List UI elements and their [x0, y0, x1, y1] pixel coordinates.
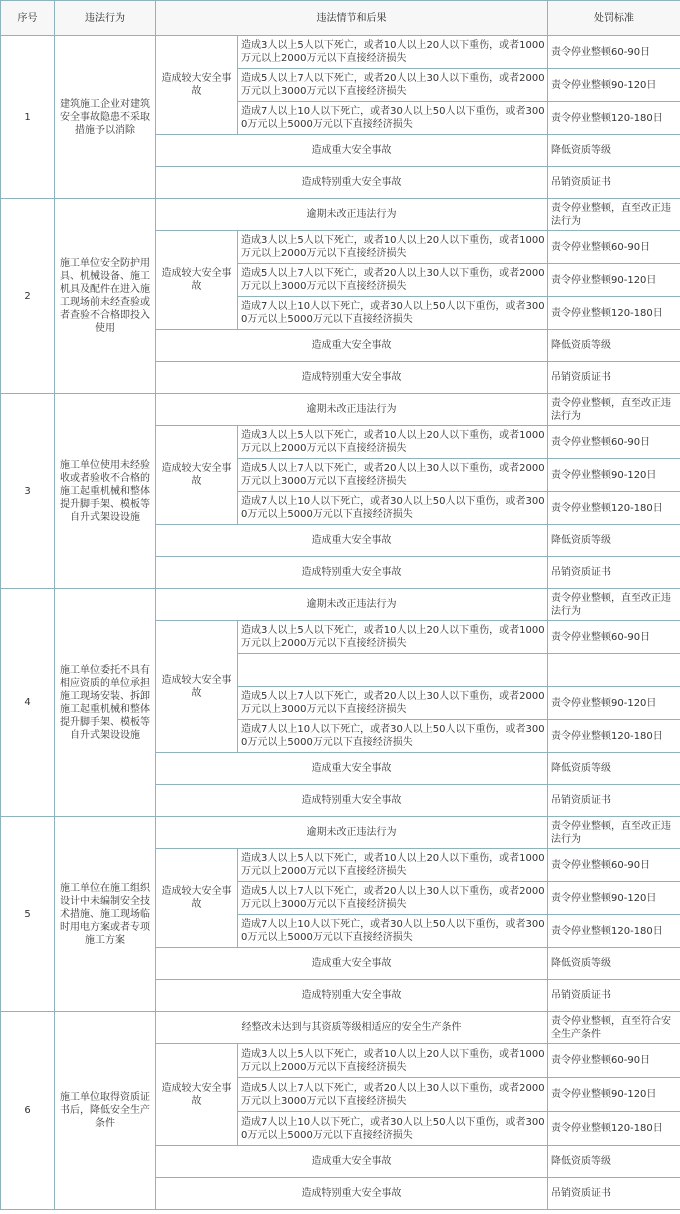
accident-detail: 造成5人以上7人以下死亡，或者20人以上30人以下重伤，或者2000万元以上3000万元以下直接经济损失: [238, 459, 548, 492]
prefix-circumstance: 经整改未达到与其资质等级相适应的安全生产条件: [156, 1012, 548, 1044]
prefix-circumstance: 逾期未改正违法行为: [156, 394, 548, 426]
detail-penalty: 责令停业整顿60-90日: [548, 621, 680, 654]
major-accident: 造成重大安全事故: [156, 525, 548, 557]
severe-penalty: 吊销资质证书: [548, 557, 680, 589]
table-row: [1, 817, 680, 849]
row-number: 5: [1, 817, 55, 1012]
bigger-accident-label: 造成较大安全事故: [156, 36, 238, 135]
detail-penalty: 责令停业整顿120-180日: [548, 1112, 680, 1146]
detail-penalty: 责令停业整顿120-180日: [548, 915, 680, 948]
table-row: [1, 589, 680, 621]
severe-penalty: 吊销资质证书: [548, 785, 680, 817]
detail-penalty: 责令停业整顿120-180日: [548, 492, 680, 525]
detail-penalty: 责令停业整顿60-90日: [548, 231, 680, 264]
accident-detail: 造成3人以上5人以下死亡，或者10人以上20人以下重伤，或者1000万元以上2000万元以下直接经济损失: [238, 36, 548, 69]
accident-detail: 造成7人以上10人以下死亡，或者30人以上50人以下重伤，或者3000万元以上5000万元以下直接经济损失: [238, 102, 548, 135]
severe-penalty: 吊销资质证书: [548, 1178, 680, 1210]
major-accident: 造成重大安全事故: [156, 135, 548, 167]
row-number: 4: [1, 589, 55, 817]
table-row: [1, 199, 680, 231]
table-body: [1, 36, 680, 1210]
prefix-penalty: 责令停业整顿，直至改正违法行为: [548, 199, 680, 231]
header-behavior: 违法行为: [55, 1, 156, 36]
severe-accident: 造成特别重大安全事故: [156, 785, 548, 817]
detail-penalty: 责令停业整顿120-180日: [548, 720, 680, 753]
severe-accident: 造成特别重大安全事故: [156, 557, 548, 589]
violation-behavior: 施工单位取得资质证书后，降低安全生产条件: [55, 1012, 156, 1210]
accident-detail: 造成3人以上5人以下死亡，或者10人以上20人以下重伤，或者1000万元以上2000万元以下直接经济损失: [238, 621, 548, 654]
accident-detail: 造成5人以上7人以下死亡，或者20人以上30人以下重伤，或者2000万元以上3000万元以下直接经济损失: [238, 69, 548, 102]
detail-penalty: 责令停业整顿90-120日: [548, 687, 680, 720]
prefix-penalty: 责令停业整顿，直至改正违法行为: [548, 394, 680, 426]
header-row: [1, 1, 680, 36]
detail-penalty: [548, 654, 680, 687]
detail-penalty: 责令停业整顿60-90日: [548, 1044, 680, 1078]
prefix-circumstance: 逾期未改正违法行为: [156, 589, 548, 621]
bigger-accident-label: 造成较大安全事故: [156, 849, 238, 948]
table-row: [1, 394, 680, 426]
violation-behavior: 施工单位使用未经验收或者验收不合格的施工起重机械和整体提升脚手架、模板等自升式架设设施: [55, 394, 156, 589]
major-penalty: 降低资质等级: [548, 948, 680, 980]
major-accident: 造成重大安全事故: [156, 948, 548, 980]
accident-detail: 造成3人以上5人以下死亡，或者10人以上20人以下重伤，或者1000万元以上2000万元以下直接经济损失: [238, 1044, 548, 1078]
header-penalty: 处罚标准: [548, 1, 680, 36]
severe-penalty: 吊销资质证书: [548, 980, 680, 1012]
severe-accident: 造成特别重大安全事故: [156, 362, 548, 394]
severe-accident: 造成特别重大安全事故: [156, 980, 548, 1012]
prefix-circumstance: 逾期未改正违法行为: [156, 817, 548, 849]
detail-penalty: 责令停业整顿60-90日: [548, 36, 680, 69]
accident-detail: 造成7人以上10人以下死亡，或者30人以上50人以下重伤，或者3000万元以上5000万元以下直接经济损失: [238, 1112, 548, 1146]
detail-penalty: 责令停业整顿120-180日: [548, 297, 680, 330]
major-accident: 造成重大安全事故: [156, 330, 548, 362]
detail-penalty: 责令停业整顿90-120日: [548, 69, 680, 102]
accident-detail: 造成7人以上10人以下死亡，或者30人以上50人以下重伤，或者3000万元以上5000万元以下直接经济损失: [238, 915, 548, 948]
prefix-circumstance: 逾期未改正违法行为: [156, 199, 548, 231]
accident-detail: 造成7人以上10人以下死亡，或者30人以上50人以下重伤，或者3000万元以上5000万元以下直接经济损失: [238, 492, 548, 525]
table-row: [1, 36, 680, 69]
bigger-accident-label: 造成较大安全事故: [156, 231, 238, 330]
row-number: 6: [1, 1012, 55, 1210]
severe-penalty: 吊销资质证书: [548, 167, 680, 199]
violation-behavior: 施工单位在施工组织设计中未编制安全技术措施、施工现场临时用电方案或者专项施工方案: [55, 817, 156, 1012]
major-accident: 造成重大安全事故: [156, 1146, 548, 1178]
major-accident: 造成重大安全事故: [156, 753, 548, 785]
major-penalty: 降低资质等级: [548, 525, 680, 557]
major-penalty: 降低资质等级: [548, 1146, 680, 1178]
detail-penalty: 责令停业整顿90-120日: [548, 264, 680, 297]
detail-penalty: 责令停业整顿60-90日: [548, 426, 680, 459]
violation-behavior: 建筑施工企业对建筑安全事故隐患不采取措施予以消除: [55, 36, 156, 199]
major-penalty: 降低资质等级: [548, 330, 680, 362]
severe-accident: 造成特别重大安全事故: [156, 167, 548, 199]
prefix-penalty: 责令停业整顿，直至符合安全生产条件: [548, 1012, 680, 1044]
prefix-penalty: 责令停业整顿，直至改正违法行为: [548, 817, 680, 849]
accident-detail: 造成7人以上10人以下死亡，或者30人以上50人以下重伤，或者3000万元以上5000万元以下直接经济损失: [238, 297, 548, 330]
bigger-accident-label: 造成较大安全事故: [156, 621, 238, 753]
detail-penalty: 责令停业整顿90-120日: [548, 459, 680, 492]
accident-detail: 造成5人以上7人以下死亡，或者20人以上30人以下重伤，或者2000万元以上3000万元以下直接经济损失: [238, 264, 548, 297]
major-penalty: 降低资质等级: [548, 135, 680, 167]
detail-penalty: 责令停业整顿60-90日: [548, 849, 680, 882]
accident-detail: 造成7人以上10人以下死亡，或者30人以上50人以下重伤，或者3000万元以上5000万元以下直接经济损失: [238, 720, 548, 753]
accident-detail: [238, 654, 548, 687]
accident-detail: 造成3人以上5人以下死亡，或者10人以上20人以下重伤，或者1000万元以上2000万元以下直接经济损失: [238, 849, 548, 882]
detail-penalty: 责令停业整顿120-180日: [548, 102, 680, 135]
table-row: [1, 1012, 680, 1044]
violation-behavior: 施工单位安全防护用具、机械设备、施工机具及配件在进入施工现场前未经查验或者查验不合格即投入使用: [55, 199, 156, 394]
bigger-accident-label: 造成较大安全事故: [156, 1044, 238, 1146]
header-circumstance: 违法情节和后果: [156, 1, 548, 36]
prefix-penalty: 责令停业整顿，直至改正违法行为: [548, 589, 680, 621]
severe-accident: 造成特别重大安全事故: [156, 1178, 548, 1210]
severe-penalty: 吊销资质证书: [548, 362, 680, 394]
row-number: 3: [1, 394, 55, 589]
violation-behavior: 施工单位委托不具有相应资质的单位承担施工现场安装、拆卸施工起重机械和整体提升脚手架、模板等自升式架设设施: [55, 589, 156, 817]
row-number: 2: [1, 199, 55, 394]
accident-detail: 造成5人以上7人以下死亡，或者20人以上30人以下重伤，或者2000万元以上3000万元以下直接经济损失: [238, 687, 548, 720]
detail-penalty: 责令停业整顿90-120日: [548, 1078, 680, 1112]
accident-detail: 造成5人以上7人以下死亡，或者20人以上30人以下重伤，或者2000万元以上3000万元以下直接经济损失: [238, 882, 548, 915]
accident-detail: 造成3人以上5人以下死亡，或者10人以上20人以下重伤，或者1000万元以上2000万元以下直接经济损失: [238, 231, 548, 264]
row-number: 1: [1, 36, 55, 199]
accident-detail: 造成3人以上5人以下死亡，或者10人以上20人以下重伤，或者1000万元以上2000万元以下直接经济损失: [238, 426, 548, 459]
bigger-accident-label: 造成较大安全事故: [156, 426, 238, 525]
header-no: 序号: [1, 1, 55, 36]
accident-detail: 造成5人以上7人以下死亡，或者20人以上30人以下重伤，或者2000万元以上3000万元以下直接经济损失: [238, 1078, 548, 1112]
detail-penalty: 责令停业整顿90-120日: [548, 882, 680, 915]
major-penalty: 降低资质等级: [548, 753, 680, 785]
